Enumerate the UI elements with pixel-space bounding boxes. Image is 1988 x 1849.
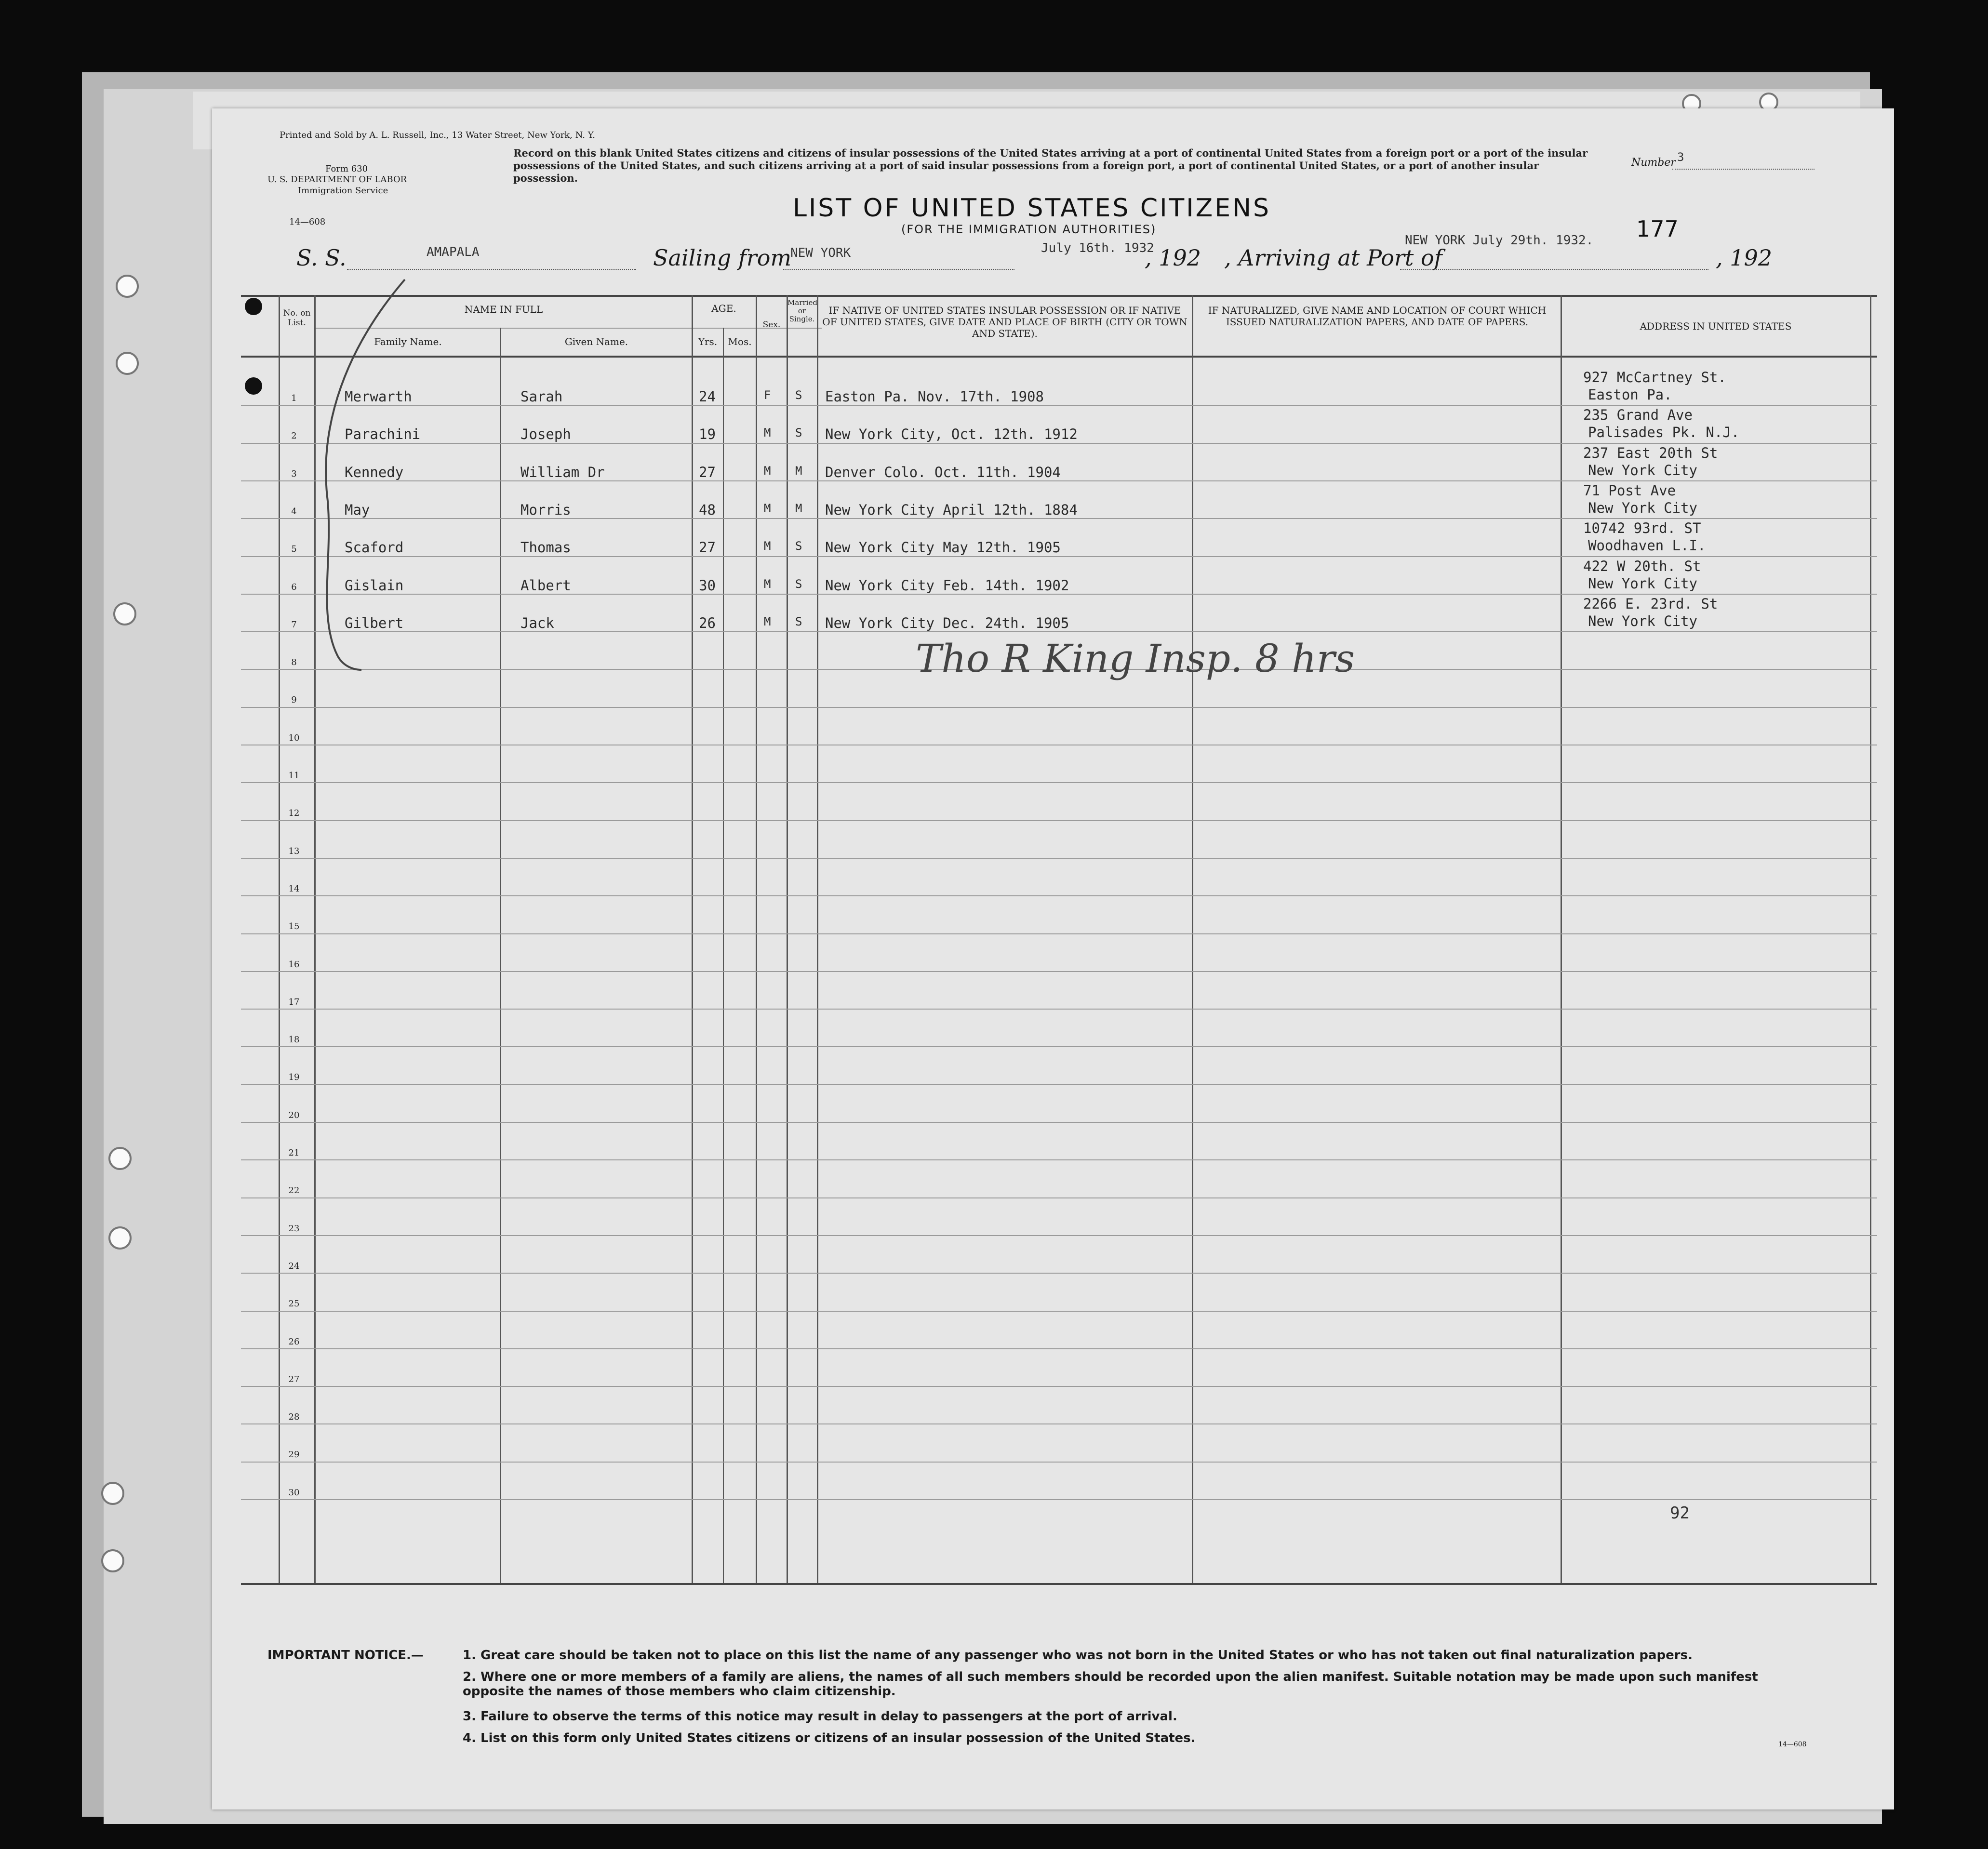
age-years: 27 (699, 464, 716, 480)
marital-status: M (795, 502, 802, 515)
header-birth: IF NATIVE OF UNITED STATES INSULAR POSSESSION OR IF NATIVE OF UNITED STATES, GIVE DATE AND PLACE OF BIRTH (CITY OR TOWN AND STATE). (822, 305, 1187, 339)
address-line-2: Easton Pa. (1588, 386, 1672, 403)
family-name: Gilbert (345, 615, 404, 631)
row-number: 10 (288, 733, 300, 743)
row-number: 2 (291, 431, 297, 441)
header-naturalized: IF NATURALIZED, GIVE NAME AND LOCATION OF COURT WHICH ISSUED NATURALIZATION PAPERS, AND DATE OF PAPERS. (1208, 305, 1547, 328)
marital-status: M (795, 464, 802, 478)
binder-hole (108, 1147, 132, 1170)
marital-status: S (795, 426, 802, 439)
binder-hole (101, 1482, 124, 1505)
sex: M (764, 502, 771, 515)
col-divider (692, 295, 693, 1583)
row-number: 17 (288, 997, 300, 1007)
sex: M (764, 539, 771, 553)
row-number: 12 (288, 808, 300, 818)
row-number: 24 (288, 1261, 300, 1271)
row-number: 26 (288, 1337, 300, 1347)
birth-info: Easton Pa. Nov. 17th. 1908 (825, 388, 1044, 405)
given-name: William Dr (520, 464, 605, 480)
notice-item-2: 2. Where one or more members of a family are aliens, the names of all such members should be recorded upon the alien manifest. Suitable notation may be made upon such manifest opposite the names of those members who claim citizenship. (463, 1670, 1758, 1699)
family-name: Gislain (345, 577, 404, 594)
notice-item-1: 1. Great care should be taken not to place on this list the name of any passenger who was not born in the United States or who has not taken out final naturalization papers. (463, 1648, 1693, 1663)
sex: F (764, 388, 771, 402)
arriving-label: , Arriving at Port of (1224, 245, 1442, 271)
year-label-1: , 192 (1145, 245, 1201, 271)
sex: M (764, 464, 771, 478)
family-name: Merwarth (345, 388, 412, 405)
address-line-1: 71 Post Ave (1583, 482, 1676, 499)
marital-status: S (795, 615, 802, 628)
row-rule (241, 1423, 1877, 1424)
notice-item-3: 3. Failure to observe the terms of this notice may result in delay to passengers at the port of arrival. (463, 1709, 1177, 1724)
row-number: 11 (288, 771, 300, 781)
row-number: 7 (291, 620, 297, 630)
record-instructions: Record on this blank United States citizens and citizens of insular possessions of the United States arriving at a port of continental United States from a foreign port or a port of the insular possessions of the United States, and such citizens arriving at a port of said insular possessions from a foreign port, a port of continental United States, or a port of another insular possession. (513, 147, 1588, 184)
row-rule (241, 1159, 1877, 1160)
binder-hole (101, 1549, 124, 1572)
sailing-from: NEW YORK (790, 246, 851, 260)
marital-status: S (795, 577, 802, 591)
col-divider (756, 295, 757, 1583)
marital-status: S (795, 388, 802, 402)
number-value: 3 (1677, 150, 1684, 164)
row-rule (241, 1386, 1877, 1387)
row-number: 13 (288, 846, 300, 856)
row-number: 25 (288, 1299, 300, 1309)
row-rule (241, 556, 1877, 557)
family-name: Scaford (345, 539, 404, 556)
address-line-2: Woodhaven L.I. (1588, 537, 1706, 554)
inspector-signature: Tho R King Insp. 8 hrs (916, 636, 1355, 681)
address-line-2: New York City (1588, 575, 1697, 592)
binder-hole (108, 1226, 132, 1250)
punch-hole (245, 377, 262, 395)
header-no: No. on List. (283, 308, 311, 328)
birth-info: New York City Dec. 24th. 1905 (825, 615, 1069, 631)
row-number: 5 (291, 544, 297, 554)
form-code-top: 14—608 (289, 217, 326, 227)
row-rule (241, 480, 1877, 481)
row-rule (241, 518, 1877, 519)
birth-info: Denver Colo. Oct. 11th. 1904 (825, 464, 1061, 480)
sailing-label: Sailing from (653, 245, 792, 271)
row-number: 14 (288, 884, 300, 894)
page-subtitle: (FOR THE IMMIGRATION AUTHORITIES) (901, 223, 1157, 236)
address-line-2: New York City (1588, 500, 1697, 516)
row-number: 23 (288, 1224, 300, 1234)
row-number: 21 (288, 1148, 300, 1158)
marital-status: S (795, 539, 802, 553)
col-divider (1870, 295, 1871, 1583)
address-line-2: Palisades Pk. N.J. (1588, 424, 1740, 440)
row-rule (241, 933, 1877, 934)
row-rule (241, 707, 1877, 708)
form-code-bottom: 14—608 (1778, 1741, 1807, 1748)
row-rule (241, 1462, 1877, 1463)
age-years: 19 (699, 426, 716, 442)
header-yrs: Yrs. (698, 336, 718, 347)
row-number: 20 (288, 1110, 300, 1120)
row-rule (241, 1235, 1877, 1236)
birth-info: New York City May 12th. 1905 (825, 539, 1061, 556)
col-divider (1561, 295, 1562, 1583)
row-rule (241, 1499, 1877, 1500)
given-name: Thomas (520, 539, 571, 556)
row-rule (241, 1197, 1877, 1198)
row-rule (241, 1084, 1877, 1085)
row-number: 15 (288, 921, 300, 931)
family-name: May (345, 502, 370, 518)
address-line-2: New York City (1588, 613, 1697, 629)
age-years: 48 (699, 502, 716, 518)
stamped-number: 177 (1636, 216, 1679, 242)
address-line-1: 235 Grand Ave (1583, 407, 1693, 423)
col-divider (1192, 295, 1193, 1583)
given-name: Morris (520, 502, 571, 518)
row-rule (241, 594, 1877, 595)
row-number: 27 (288, 1374, 300, 1384)
number-label: Number (1631, 157, 1676, 169)
address-line-1: 422 W 20th. St (1583, 558, 1701, 574)
arriving-port: NEW YORK July 29th. 1932. (1405, 233, 1594, 248)
printer-line: Printed and Sold by A. L. Russell, Inc., 13 Water Street, New York, N. Y. (280, 130, 595, 140)
row-rule (241, 782, 1877, 783)
row-number: 6 (291, 582, 297, 592)
number-underline (1672, 169, 1815, 170)
address-line-2: New York City (1588, 462, 1697, 479)
form-number: Form 630 (325, 164, 368, 174)
table-header-bottom-rule (241, 356, 1877, 358)
address-line-1: 2266 E. 23rd. St (1583, 596, 1718, 612)
notice-item-4: 4. List on this form only United States citizens or citizens of an insular possession of the United States. (463, 1731, 1196, 1745)
sailing-date: July 16th. 1932 (1041, 241, 1154, 255)
row-number: 22 (288, 1185, 300, 1196)
department: U. S. DEPARTMENT OF LABOR (267, 174, 407, 185)
row-rule (241, 443, 1877, 444)
age-years: 30 (699, 577, 716, 594)
row-rule (241, 405, 1877, 406)
page-mark: 92 (1670, 1503, 1690, 1523)
row-number: 8 (291, 657, 297, 667)
family-name: Kennedy (345, 464, 404, 480)
row-rule (241, 1046, 1877, 1047)
row-rule (241, 1311, 1877, 1312)
row-number: 9 (291, 695, 297, 705)
given-name: Joseph (520, 426, 571, 442)
family-name: Parachini (345, 426, 421, 442)
row-rule (241, 1009, 1877, 1010)
sex: M (764, 577, 771, 591)
col-divider (817, 295, 818, 1583)
manifest-page (212, 108, 1894, 1809)
row-number: 18 (288, 1035, 300, 1045)
row-number: 29 (288, 1450, 300, 1460)
row-number: 16 (288, 959, 300, 970)
header-married-single: Married or Single. (787, 298, 817, 323)
address-line-1: 237 East 20th St (1583, 445, 1718, 461)
punch-hole (245, 298, 262, 315)
given-name: Jack (520, 615, 554, 631)
sex: M (764, 426, 771, 439)
ss-label: S. S. (296, 245, 347, 271)
age-years: 24 (699, 388, 716, 405)
col-divider (500, 328, 501, 1583)
col-divider (279, 295, 280, 1583)
col-divider (723, 328, 724, 1583)
header-given-name: Given Name. (564, 336, 628, 347)
row-number: 3 (291, 469, 297, 479)
given-name: Sarah (520, 388, 563, 405)
arriving-underline (1400, 269, 1708, 270)
age-years: 26 (699, 615, 716, 631)
table-bottom-rule (241, 1583, 1877, 1585)
row-number: 1 (291, 393, 297, 403)
sex: M (764, 615, 771, 628)
birth-info: New York City Feb. 14th. 1902 (825, 577, 1069, 594)
page-title: LIST OF UNITED STATES CITIZENS (793, 194, 1271, 223)
row-rule (241, 971, 1877, 972)
table-top-rule (241, 295, 1877, 297)
year-label-2: , 192 (1716, 245, 1773, 271)
notice-label: IMPORTANT NOTICE.— (267, 1648, 424, 1663)
row-rule (241, 1273, 1877, 1274)
row-rule (241, 858, 1877, 859)
bracket-mark (289, 270, 424, 675)
header-mos: Mos. (728, 336, 752, 347)
binder-hole (113, 602, 136, 625)
header-name-in-full: NAME IN FULL (464, 304, 543, 315)
row-rule (241, 631, 1877, 632)
service: Immigration Service (298, 186, 388, 196)
binder-hole (116, 352, 139, 375)
age-years: 27 (699, 539, 716, 556)
row-number: 30 (288, 1488, 300, 1498)
row-number: 4 (291, 506, 297, 517)
birth-info: New York City April 12th. 1884 (825, 502, 1078, 518)
row-rule (241, 1348, 1877, 1349)
header-age: AGE. (711, 303, 736, 314)
row-number: 28 (288, 1412, 300, 1422)
row-rule (241, 1122, 1877, 1123)
address-line-1: 927 McCartney St. (1583, 369, 1726, 386)
row-rule (241, 820, 1877, 821)
row-rule (241, 895, 1877, 896)
sailing-underline (783, 269, 1014, 270)
row-number: 19 (288, 1072, 300, 1082)
ship-name: AMAPALA (427, 245, 480, 259)
header-address: ADDRESS IN UNITED STATES (1640, 320, 1792, 332)
address-line-1: 10742 93rd. ST (1583, 520, 1701, 536)
header-family-name: Family Name. (374, 336, 442, 347)
birth-info: New York City, Oct. 12th. 1912 (825, 426, 1078, 442)
col-divider (787, 295, 788, 1583)
binder-hole (116, 275, 139, 298)
header-sex: Sex. (762, 320, 781, 330)
given-name: Albert (520, 577, 571, 594)
